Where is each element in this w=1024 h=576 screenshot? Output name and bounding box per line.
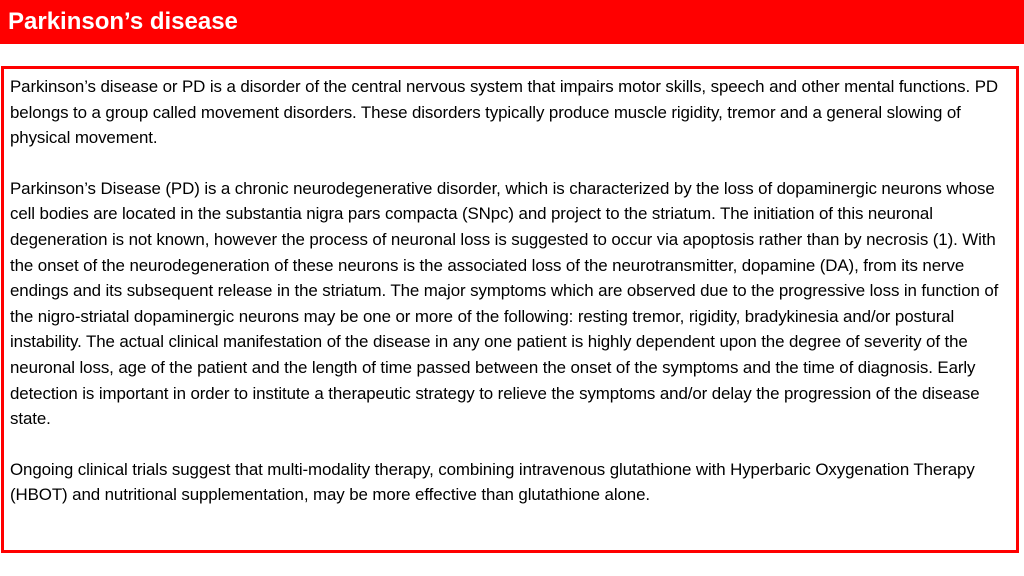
- title-bar: [0, 0, 1024, 44]
- paragraph-intro: Parkinson’s disease or PD is a disorder of the central nervous system that impairs motor skills, speech and other mental functions. PD belongs to a group called movement disorders. These disorders typically produce muscle rigidity, tremor and a general slowing of physical movement.: [10, 77, 998, 148]
- paragraph-pathology: Parkinson’s Disease (PD) is a chronic neurodegenerative disorder, which is characterized by the loss of dopaminergic neurons whose cell bodies are located in the substantia nigra pars compacta (SNpc) and project to the striatum. The initiation of this neuronal degeneration is not known, however the process of neuronal loss is suggested to occur via apoptosis rather than by necrosis (1). With the onset of the neurodegeneration of these neurons is the associated loss of the neurotransmitter, dopamine (DA), from its nerve endings and its subsequent release in the striatum. The major symptoms which are observed due to the progressive loss in function of the nigro-striatal dopaminergic neurons may be one or more of the following: resting tremor, rigidity, bradykinesia and/or postural instability. The actual clinical manifestation of the disease in any one patient is highly dependent upon the degree of severity of the neuronal loss, age of the patient and the length of time passed between the onset of the symptoms and the time of diagnosis. Early detection is important in order to institute a therapeutic strategy to relieve the symptoms and/or delay the progression of the disease state.: [10, 178, 999, 429]
- slide-title: Parkinson’s disease: [8, 8, 238, 35]
- content-box: [1, 66, 1019, 553]
- paragraph-clinical-trials: Ongoing clinical trials suggest that multi-modality therapy, combining intravenous glutathione with Hyperbaric Oxygenation Therapy (HBOT) and nutritional supplementation, may be more effective than glutathione alone.: [10, 459, 975, 505]
